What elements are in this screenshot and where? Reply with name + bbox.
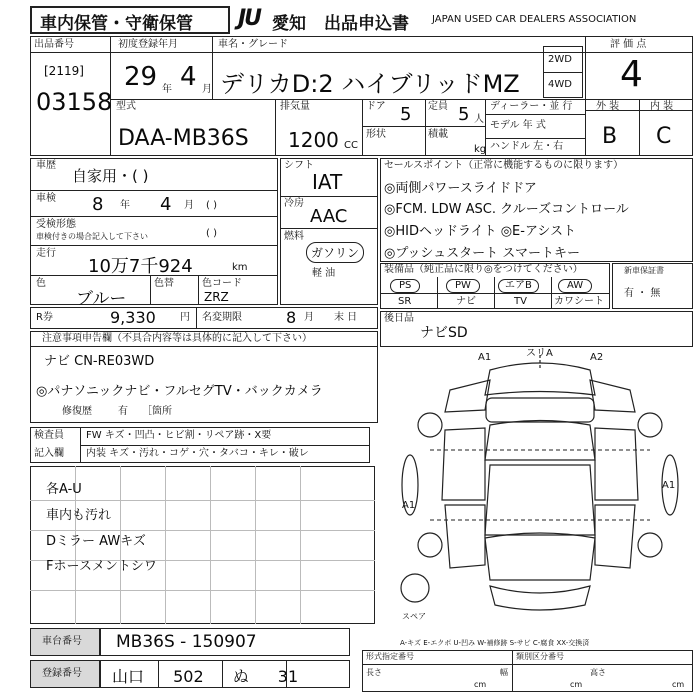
car-damage-diagram xyxy=(390,350,690,635)
capacity: 5 xyxy=(458,104,470,125)
selling-point-1: ◎両側パワースライドドア xyxy=(384,181,537,196)
diagram-label-spare: スペア xyxy=(402,612,426,621)
shape-label: 形状 xyxy=(366,129,386,140)
model-label: 型式 xyxy=(116,101,136,112)
inspector-label: 検査員 xyxy=(34,430,64,441)
doors: 5 xyxy=(400,104,412,125)
chassis-label: 車台番号 xyxy=(42,636,82,647)
rating-label: 評 価 点 xyxy=(610,39,647,50)
plate-value: 山口 502 ぬ 31 xyxy=(112,667,299,686)
registration-month: 4 xyxy=(180,62,197,92)
storage-label: 車内保管・守衛保管 xyxy=(40,14,193,34)
width-label: 幅 xyxy=(500,668,508,677)
inspection-year: 8 xyxy=(92,194,104,215)
capacity-label: 定員 xyxy=(428,101,448,112)
fuel-diesel: 軽 油 xyxy=(312,268,336,279)
recycle-value: 9,330 xyxy=(110,308,156,327)
color-code: ZRZ xyxy=(204,290,229,304)
drive-2wd: 2WD xyxy=(548,54,572,65)
selling-point-3: ◎HIDヘッドライト ◎E-アシスト xyxy=(384,224,577,239)
mileage-label: 走行 xyxy=(36,248,56,259)
notes-line-1: ナビ CN-RE03WD xyxy=(44,354,155,369)
selling-point-4: ◎プッシュスタート スマートキー xyxy=(384,246,581,261)
handle-label: ハンドル 左・右 xyxy=(490,141,564,152)
car-name-label: 車名・グレード xyxy=(218,39,288,50)
aftermarket-value: ナビSD xyxy=(420,325,468,341)
lot-sub: [2119] xyxy=(44,64,84,78)
displacement-label: 排気量 xyxy=(280,101,310,112)
interior-row: 内装 キズ・汚れ・コゲ・穴・タバコ・キレ・破レ xyxy=(86,448,309,459)
height-label: 高さ xyxy=(590,668,606,677)
history-value: 自家用・( ) xyxy=(72,167,149,185)
color-code-label: 色コード xyxy=(202,278,242,289)
color-label: 色 xyxy=(36,278,46,289)
rating-score: 4 xyxy=(620,54,643,95)
receipt-note: 車検付きの場合記入して下さい xyxy=(36,232,148,241)
fw-row: FW キズ・凹凸・ヒビ割・リペア跡・X要 xyxy=(86,430,272,441)
notes-line-2: ◎パナソニックナビ・フルセグTV・バックカメラ xyxy=(36,384,323,399)
equip-leather: カワシート xyxy=(554,296,604,307)
load-label: 積載 xyxy=(428,129,448,140)
name-change-month: 8 xyxy=(286,308,297,327)
dealer-label: ディーラー・並 行 xyxy=(490,101,573,112)
interior-score: C xyxy=(656,124,672,149)
shift-value: IAT xyxy=(312,170,343,194)
equip-ps: PS xyxy=(390,279,420,293)
recycle-label: R券 xyxy=(36,312,53,323)
registration-label: 初度登録年月 xyxy=(118,39,178,50)
lot-number: 03158 xyxy=(36,88,113,116)
inspector-note-1: 各A-U xyxy=(46,482,82,497)
exterior-score: B xyxy=(602,124,618,149)
selling-points-label: セールスポイント（正常に機能するものに限ります） xyxy=(384,160,624,171)
notes-label: 注意事項申告欄（不具合内容等は具体的に記入して下さい） xyxy=(42,333,312,344)
diagram-label-a2: A2 xyxy=(590,352,604,363)
type-number-label: 形式指定番号 xyxy=(366,652,414,661)
ac-value: AAC xyxy=(310,206,348,227)
model-code: DAA-MB36S xyxy=(118,126,249,151)
equipment-label: 装備品（純正品に限り◎をつけてください） xyxy=(384,264,583,275)
class-number-label: 類別区分番号 xyxy=(516,652,564,661)
form-title: 出品申込書 xyxy=(324,14,409,34)
exterior-label: 外 装 xyxy=(596,101,620,112)
diagram-label-a1-front-left: A1 xyxy=(478,352,492,363)
equip-aw: AW xyxy=(558,279,592,293)
repair-value: 有 xyxy=(118,406,128,417)
ac-label: 冷房 xyxy=(284,198,304,209)
equip-tv: TV xyxy=(514,296,527,307)
color-change-label: 色替 xyxy=(154,278,174,289)
diagram-label-a1-right: A1 xyxy=(662,480,676,491)
inspection-month: 4 xyxy=(160,194,172,215)
damage-legend: A-キズ E-エクボ U-凹み W-補修跡 S-サビ C-腐食 XX-交換済 xyxy=(400,639,590,647)
inspector-note-2: 車内も汚れ xyxy=(46,508,112,523)
selling-point-2: ◎FCM. LDW ASC. クルーズコントロール xyxy=(384,202,629,217)
org-name: 愛知 xyxy=(272,14,306,34)
repair-label: 修復歴 xyxy=(62,406,92,417)
length-label: 長さ xyxy=(366,668,382,677)
plate-label: 登録番号 xyxy=(42,668,82,679)
ju-logo: JU xyxy=(238,6,261,31)
association-name: JAPAN USED CAR DEALERS ASSOCIATION xyxy=(432,14,637,25)
car-name: デリカD:2 ハイブリッドMZ xyxy=(220,70,520,98)
warranty-label: 新車保証書 xyxy=(624,266,664,275)
lot-label: 出品番号 xyxy=(34,39,74,50)
equip-airbag: エアB xyxy=(498,279,539,293)
diagram-label-sura: スリA xyxy=(526,348,553,359)
receipt-label: 受検形態 xyxy=(36,219,76,230)
registration-year: 29 xyxy=(124,62,158,92)
inspector-note-3: Dミラー AWキズ xyxy=(46,534,146,549)
drive-4wd: 4WD xyxy=(548,79,572,90)
inspector-note-4: Fホースメントシワ xyxy=(46,559,157,574)
fuel-label: 燃料 xyxy=(284,231,304,242)
aftermarket-label: 後日品 xyxy=(384,313,414,324)
equip-navi: ナビ xyxy=(456,296,476,307)
inspection-label: 車検 xyxy=(36,193,56,204)
shift-label: シフト xyxy=(284,160,314,171)
chassis-value: MB36S - 150907 xyxy=(116,632,257,652)
name-change-label: 名変期限 xyxy=(202,312,242,323)
equip-pw: PW xyxy=(446,279,480,293)
repair-place: ［箇所 xyxy=(142,406,172,417)
doors-label: ドア xyxy=(366,101,386,112)
color: ブルー xyxy=(76,289,127,309)
warranty-value: 有 ・ 無 xyxy=(624,288,661,299)
diagram-label-a1-left: A1 xyxy=(402,500,416,511)
equip-sr: SR xyxy=(398,296,412,307)
inspector-label-2: 記入欄 xyxy=(34,448,64,459)
mileage: 10万7千924 xyxy=(88,256,193,277)
displacement: 1200 xyxy=(288,128,339,152)
history-label: 車歴 xyxy=(36,160,56,171)
fuel-gas: ガソリン xyxy=(306,242,364,263)
interior-label: 内 装 xyxy=(650,101,674,112)
model-year-label: モデル 年 式 xyxy=(490,120,546,131)
